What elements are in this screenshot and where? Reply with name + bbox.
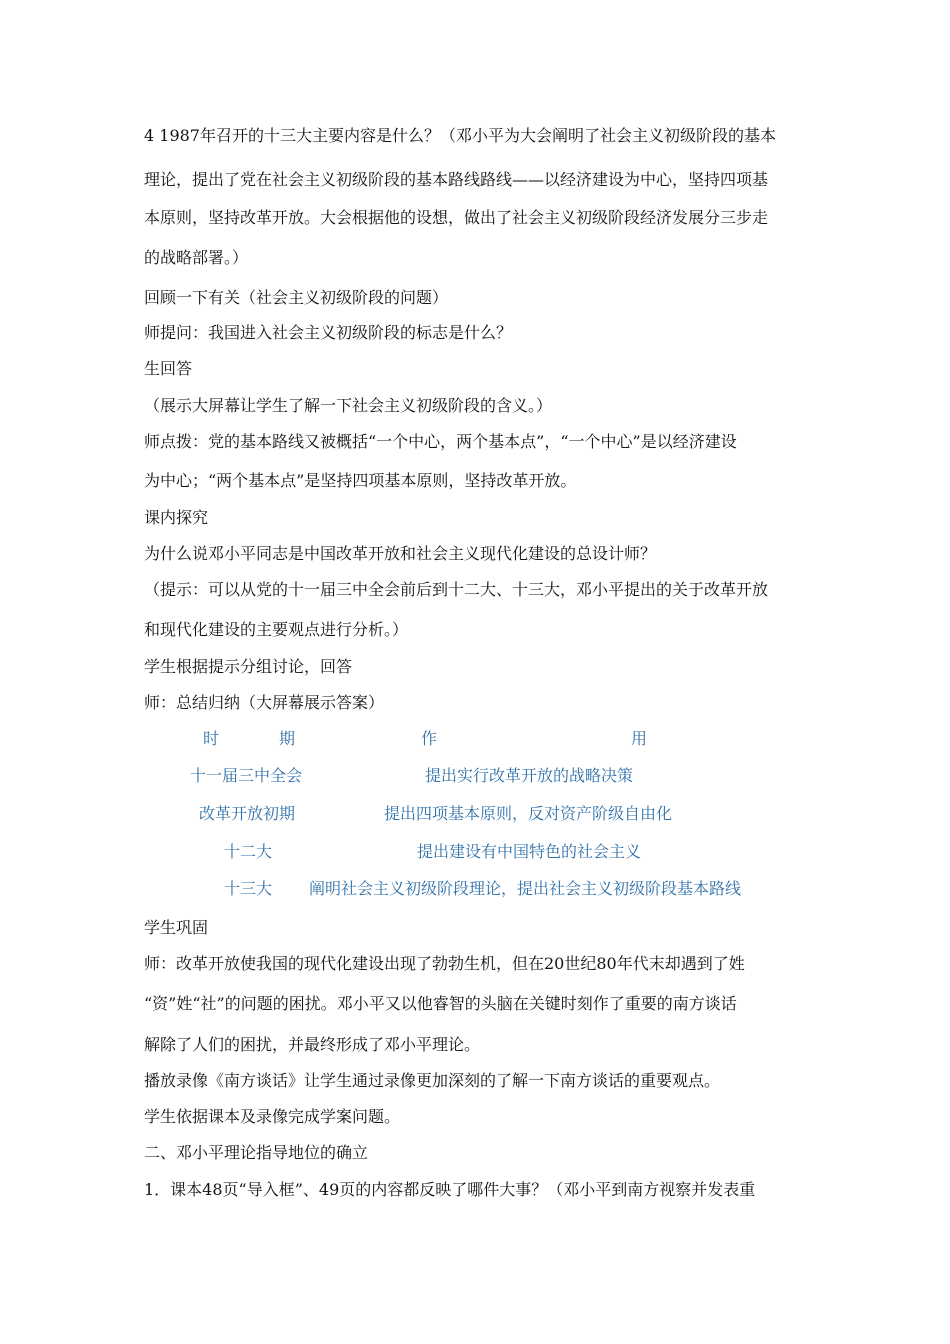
paragraph-line: “资”姓“社”的问题的困扰。邓小平又以他睿智的头脑在关键时刻作了重要的南方谈话 (144, 994, 737, 1013)
table-cell-period: 改革开放初期 (199, 804, 296, 823)
table-cell-role: 提出实行改革开放的战略决策 (425, 766, 634, 785)
paragraph-line: 的战略部署。） (144, 248, 249, 267)
paragraph-line: 学生依据课本及录像完成学案问题。 (144, 1107, 401, 1126)
paragraph-line: 为中心；“两个基本点”是坚持四项基本原则，坚持改革开放。 (144, 471, 577, 490)
table-cell-role: 提出建设有中国特色的社会主义 (417, 842, 642, 861)
paragraph-line: 回顾一下有关（社会主义初级阶段的问题） (144, 288, 449, 307)
table-cell-role: 阐明社会主义初级阶段理论，提出社会主义初级阶段基本路线 (309, 879, 742, 898)
table-cell-period: 十一届三中全会 (190, 766, 303, 785)
paragraph-line: 师：改革开放使我国的现代化建设出现了勃勃生机，但在20世纪80年代末却遇到了姓 (144, 954, 745, 973)
paragraph-line: 师：总结归纳（大屏幕展示答案） (144, 693, 385, 712)
table-header-cell: 期 (279, 729, 296, 748)
paragraph-line: 解除了人们的困扰，并最终形成了邓小平理论。 (144, 1035, 481, 1054)
paragraph-line: 本原则，坚持改革开放。大会根据他的设想，做出了社会主义初级阶段经济发展分三步走 (144, 208, 769, 227)
table-header-cell: 作 (421, 729, 438, 748)
paragraph-line: 和现代化建设的主要观点进行分析。） (144, 620, 409, 639)
paragraph-line: 师点拨：党的基本路线又被概括“一个中心，两个基本点”，“一个中心”是以经济建设 (144, 432, 737, 451)
table-cell-role: 提出四项基本原则，反对资产阶级自由化 (384, 804, 673, 823)
paragraph-line: 师提问：我国进入社会主义初级阶段的标志是什么？ (144, 323, 513, 342)
paragraph-line: （提示：可以从党的十一届三中全会前后到十二大、十三大，邓小平提出的关于改革开放 (144, 580, 769, 599)
paragraph-line: （展示大屏幕让学生了解一下社会主义初级阶段的含义。） (144, 396, 553, 415)
section-heading: 课内探究 (144, 508, 209, 527)
table-cell-period: 十二大 (224, 842, 273, 861)
paragraph-line: 为什么说邓小平同志是中国改革开放和社会主义现代化建设的总设计师？ (144, 544, 657, 563)
paragraph-line: 生回答 (144, 359, 193, 378)
paragraph-line: 播放录像《南方谈话》让学生通过录像更加深刻的了解一下南方谈话的重要观点。 (144, 1071, 721, 1090)
section-heading: 学生巩固 (144, 918, 209, 937)
paragraph-line: 理论，提出了党在社会主义初级阶段的基本路线路线——以经济建设为中心，坚持四项基 (144, 170, 769, 189)
paragraph-line: 4 1987年召开的十三大主要内容是什么？（邓小平为大会阐明了社会主义初级阶段的基本 (144, 126, 776, 145)
table-header-cell: 用 (631, 729, 648, 748)
section-heading: 二、邓小平理论指导地位的确立 (144, 1143, 369, 1162)
paragraph-line: 1．课本48页“导入框”、49页的内容都反映了哪件大事？（邓小平到南方视察并发表重 (144, 1180, 756, 1199)
table-cell-period: 十三大 (224, 879, 273, 898)
table-header-cell: 时 (203, 729, 220, 748)
paragraph-line: 学生根据提示分组讨论，回答 (144, 657, 353, 676)
